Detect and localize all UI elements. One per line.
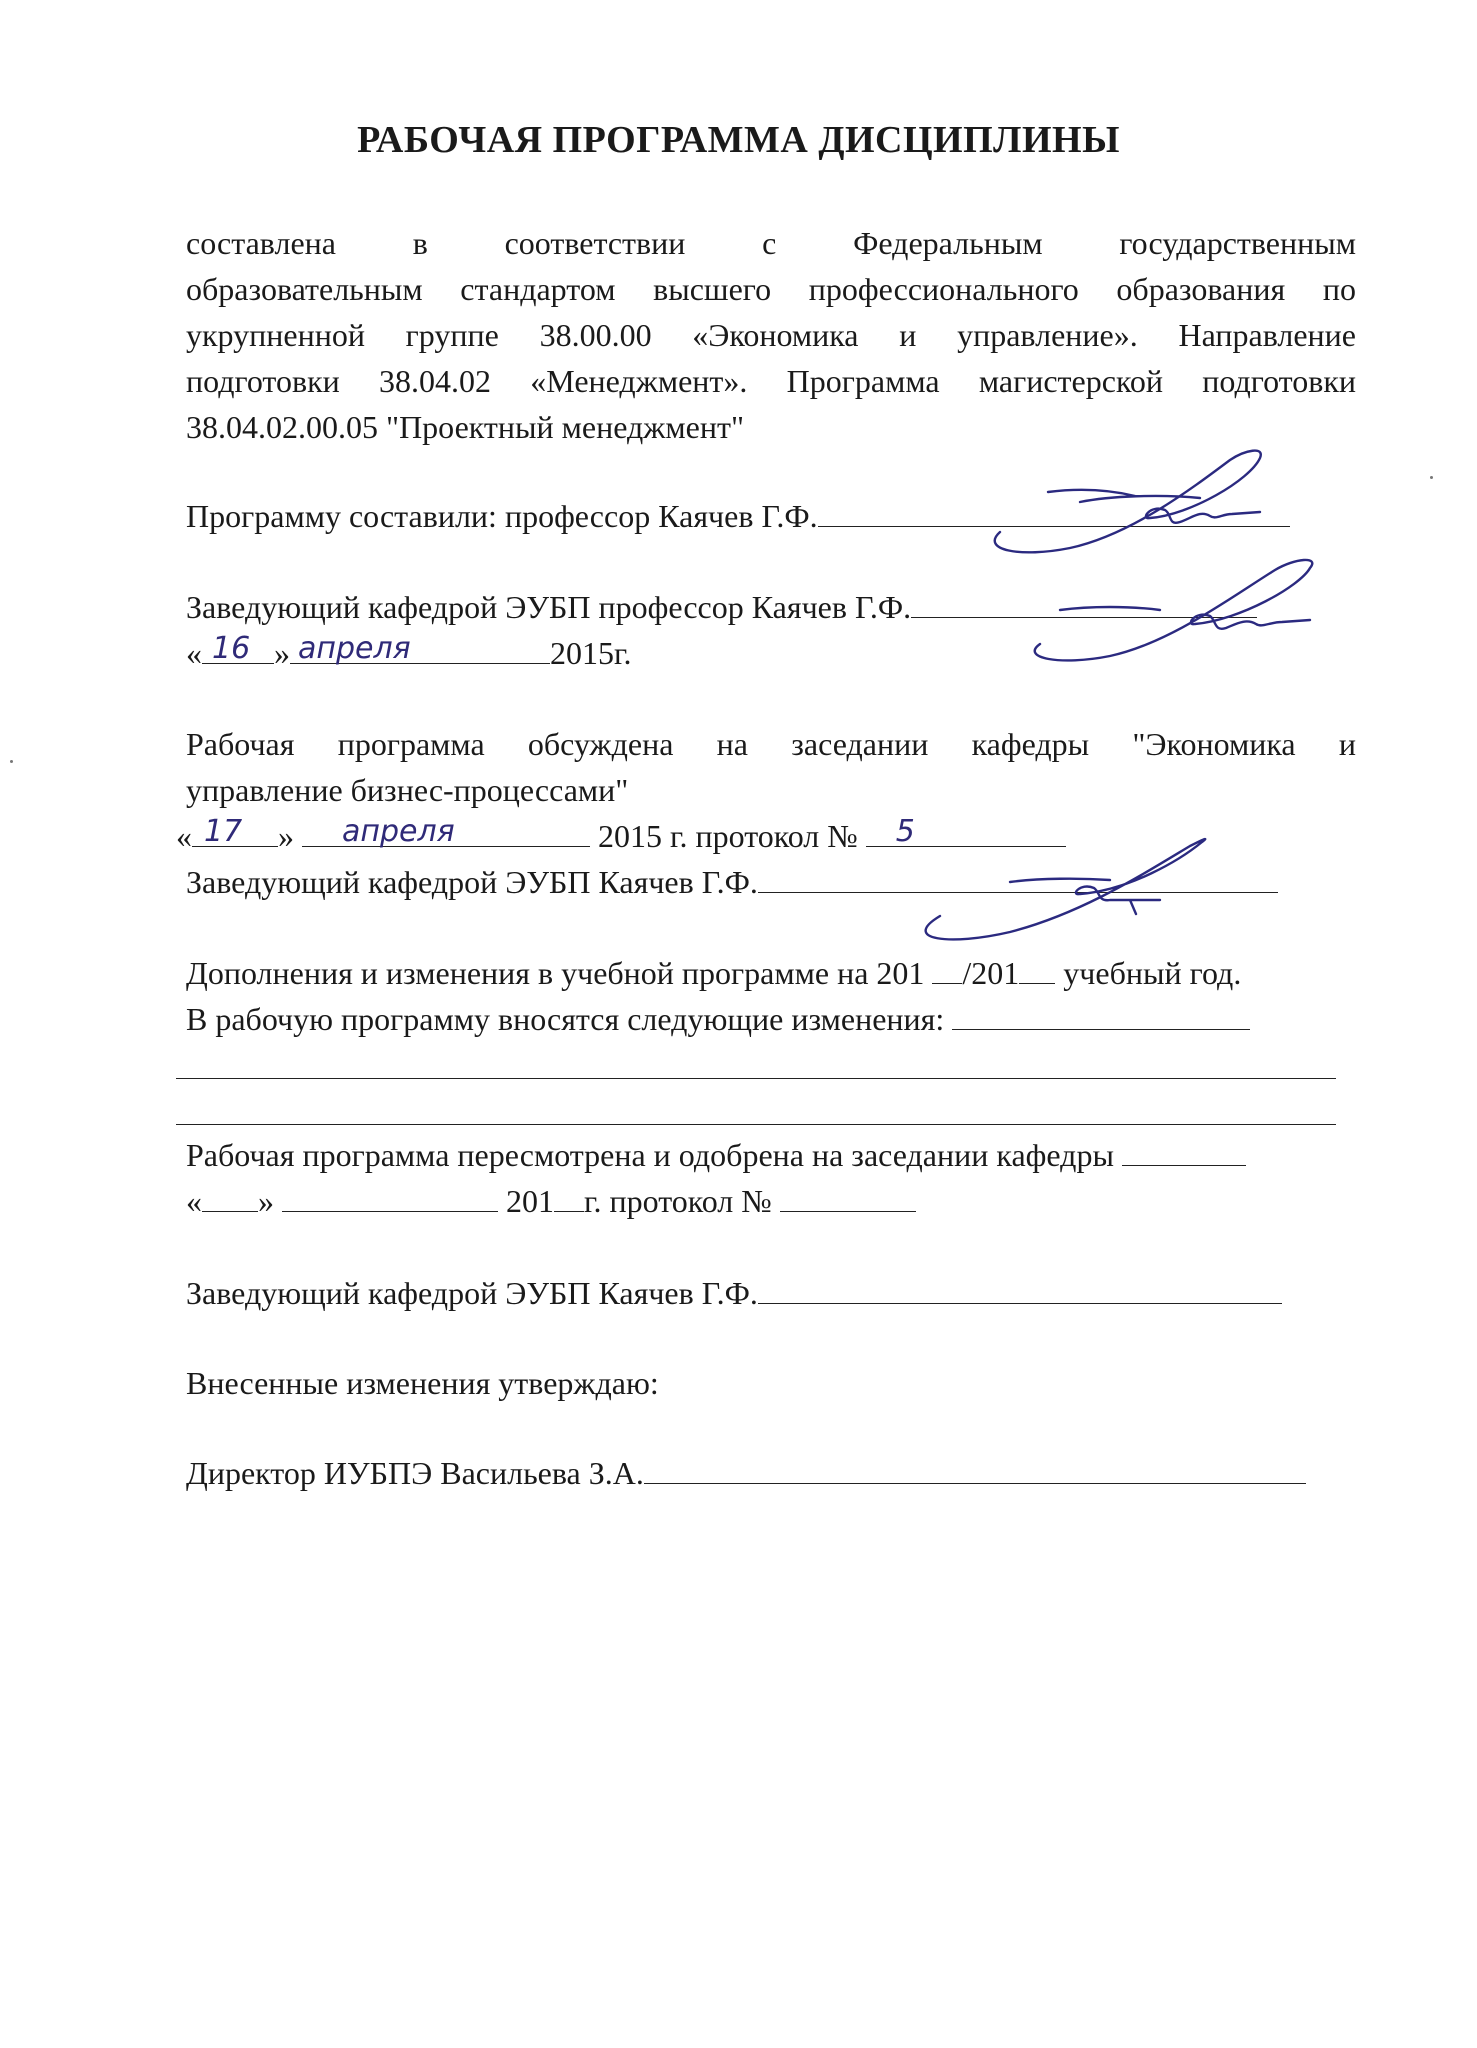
reviewed-line-1 xyxy=(186,1132,1356,1178)
head1-date-quote-close: » xyxy=(274,635,290,671)
head2-label: Заведующий кафедрой ЭУБП Каячев Г.Ф. xyxy=(186,1275,758,1311)
discussed-quote-close: » xyxy=(278,818,294,854)
discussed-head-signature xyxy=(880,820,1240,950)
compiled-signature xyxy=(960,440,1290,565)
changes-year-mid: /201 xyxy=(962,955,1020,991)
discussed-quote-open: « xyxy=(176,818,192,854)
scan-speck xyxy=(10,760,13,763)
head2-line xyxy=(186,1270,1356,1316)
director-label: Директор ИУБПЭ Васильева З.А. xyxy=(186,1455,644,1491)
director-signature-blank xyxy=(644,1453,1306,1484)
head1-month-handwritten: апреля xyxy=(298,631,411,666)
intro-line-3: укрупненной группе 38.00.00 «Экономика и управление». Направление xyxy=(186,317,1356,353)
director-line xyxy=(186,1450,1356,1496)
reviewed-year-blank xyxy=(554,1181,584,1212)
changes-rule-1 xyxy=(176,1078,1336,1079)
changes-label: В рабочую программу вносятся следующие изменения: xyxy=(186,1001,945,1037)
discussed-day-handwritten: 17 xyxy=(204,814,243,849)
reviewed-label: Рабочая программа пересмотрена и одобрена на заседании кафедры xyxy=(186,1137,1114,1173)
reviewed-year-prefix: 201 xyxy=(506,1183,554,1219)
discussed-protocol-handwritten: 5 xyxy=(895,814,915,849)
changes-year-blank-1 xyxy=(932,953,962,984)
discussed-month-handwritten: апреля xyxy=(342,814,455,849)
discussed-head-label: Заведующий кафедрой ЭУБП Каячев Г.Ф. xyxy=(186,864,758,900)
document-title: РАБОЧАЯ ПРОГРАММА ДИСЦИПЛИНЫ xyxy=(357,119,1120,161)
compiled-by-label: Программу составили: профессор Каячев Г.Ф. xyxy=(186,498,818,534)
head1-date-line xyxy=(186,630,1356,676)
reviewed-quote-close: » xyxy=(258,1183,274,1219)
changes-rule-2 xyxy=(176,1124,1336,1125)
head1-date-quote-open: « xyxy=(186,635,202,671)
changes-line-1 xyxy=(186,950,1356,996)
intro-line-5: 38.04.02.00.05 "Проектный менеджмент" xyxy=(186,409,744,445)
reviewed-department-blank xyxy=(1122,1135,1246,1166)
changes-year-blank-2 xyxy=(1019,953,1055,984)
discussed-line-1: Рабочая программа обсуждена на заседании кафедры "Экономика и xyxy=(186,726,1356,762)
intro-line-2: образовательным стандартом высшего профессионального образования по xyxy=(186,271,1356,307)
intro-line-1: составлена в соответствии с Федеральным государственным xyxy=(186,225,1356,261)
discussed-line-2: управление бизнес-процессами" xyxy=(186,772,629,808)
approve-line: Внесенные изменения утверждаю: xyxy=(186,1365,659,1401)
head1-label: Заведующий кафедрой ЭУБП профессор Каячев Г.Ф. xyxy=(186,589,912,625)
changes-blank xyxy=(952,999,1250,1030)
reviewed-day-blank xyxy=(202,1181,258,1212)
reviewed-protocol-label: г. протокол № xyxy=(584,1183,772,1219)
reviewed-line-2 xyxy=(186,1178,1356,1224)
head2-signature-blank xyxy=(758,1273,1282,1304)
changes-line-2 xyxy=(186,996,1356,1042)
changes-year-suffix: учебный год. xyxy=(1063,955,1242,991)
head1-day-handwritten: 16 xyxy=(212,631,251,666)
intro-line-4: подготовки 38.04.02 «Менеджмент». Программа магистерской подготовки xyxy=(186,363,1356,399)
changes-year-prefix: Дополнения и изменения в учебной программе на 201 xyxy=(186,955,925,991)
reviewed-quote-open: « xyxy=(186,1183,202,1219)
reviewed-protocol-blank xyxy=(780,1181,916,1212)
head1-year: 2015г. xyxy=(550,635,632,671)
scan-speck xyxy=(1430,476,1433,479)
discussed-protocol-label: 2015 г. протокол № xyxy=(598,818,858,854)
reviewed-month-blank xyxy=(282,1181,498,1212)
